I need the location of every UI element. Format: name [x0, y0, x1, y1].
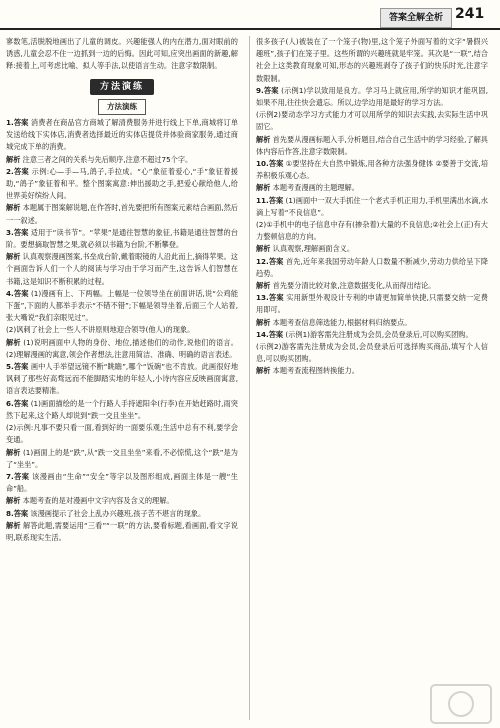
analysis-1: 解析 注意三者之间的关系与先后顺序,注意不超过75个字。: [6, 154, 193, 164]
item-label: 11.答案: [256, 195, 284, 205]
item-label: 解析: [6, 496, 21, 506]
item-label: 解析: [256, 134, 271, 144]
page-number: 241: [455, 6, 485, 22]
item-label: 解析: [256, 183, 271, 193]
answer-8: 8.答案 该漫画提示了社会上乱办兴趣班,孩子苦不堪言的现象。: [6, 508, 206, 518]
analysis-6: 解析 (1)画面上的是“跌”,从“跌一交且坐坐”来看,不必惊慌,这个“跌”是为了“坐坐”。: [6, 447, 238, 469]
item-label: 解析: [6, 252, 21, 262]
item-label: 8.答案: [6, 508, 29, 518]
item-label: 14.答案: [256, 329, 284, 339]
item-label: 2.答案: [6, 166, 30, 176]
answer-12: 12.答案 首先,近年来我国劳动年龄人口数量不断减少,劳动力供给呈下降趋势。: [256, 256, 489, 278]
analysis-7: 解析 本题考查的是对漫画中文字内容及含义的理解。: [6, 496, 174, 506]
answer-4: 4.答案 (1)漫画有上、下两幅。上幅是一位领导坐在前面讲话,说“公鸡能下蛋”,下面的人都举手表示“不错不错”;下幅是领导坐着,后面三个人站着,张大嘴说“我们亲眼见过”。: [6, 288, 239, 323]
answer-2: 2.答案 示例:心—手—马,鸽子,手拉成。“心”象征着爱心,“手”象征着援助,“鸽子”象征着和平。整个图案寓意:伸出援助之手,把爱心献给他人,给世界美好缤纷人间。: [6, 166, 238, 201]
analysis-13: 解析 本题考查信息筛选能力,根据材料归纳要点。: [256, 317, 412, 327]
item-label: 解析: [256, 317, 271, 327]
analysis-9: 解析 首先要从漫画标题入手,分析题目,结合自己生活中的学习经验,了解具体内容后作答,注意字数限制。: [256, 134, 488, 156]
answer-6: 6.答案 (1)画面描绘的是一个行路人手持遮阳伞(行李)在开始赶路时,雨突然下起来,这个路人却说到“跌一交且坐坐”。: [6, 398, 238, 420]
header-answer-label: 答案全解全析: [380, 8, 452, 28]
answer-9: 9.答案 (示例1)学以致用是良方。学习马上就应用,所学的知识才能巩固,如果不用,往往快会遗忘。所以,边学边用是最好的学习方法。: [256, 85, 488, 108]
analysis-4: 解析 (1)说明画面中人物的身份、地位,描述他们的动作,说他们的语言。(2)理解漫画的寓意,领会作者想法,注意用简洁、准确、明确的语言表述。: [6, 337, 238, 359]
column-divider: [249, 36, 250, 720]
paragraph: 很多孩子(人)被装在了一个笼子(物)里,这个笼子外面写着的文字“暑假兴趣班”,孩子们在笼子里。这些所谓的兴趣班就是牢笼。其次是“一联”,结合社会上这类教育现象可知,形态的兴趣班剥夺了孩子们的快乐时光,注意字数限制。: [256, 37, 488, 83]
analysis-8: 解析 解答此题,需要运用“三看”“一联”的方法,要看标题,看画面,看文字说明,联系现实生活。: [6, 520, 238, 542]
item-label: 6.答案: [6, 398, 29, 408]
item-label: 13.答案: [256, 293, 284, 303]
answer-9-example-2: (示例2)要动态学习方式能力才可以用所学的知识去实践,去实际生活中巩固它。: [256, 110, 488, 132]
analysis-11: 解析 认真观察,理解画面含义。: [256, 244, 355, 254]
answer-1: 1.答案 消费者在商品官方商城了解清费服务并进行线上下单,商城将订单发送给线下实体店,消费者选择最近的实体店提货并体验商家服务,通过商城完成下单的消费。: [6, 118, 239, 152]
analysis-10: 解析 本题考查漫画的主题理解。: [256, 183, 359, 193]
method-section-subtitle: 方法演练: [98, 99, 146, 115]
answer-11: 11.答案 (1)画面中一双大手抓住一个老式手机正用力,手机里满出水滴,水滴上写着“不良信息”。: [256, 195, 488, 217]
item-label: 解析: [6, 154, 21, 164]
answer-6-part-2: (2)示例:凡事不要只看一面,看到好的一面要乐观;生活中总有不利,要学会变通。: [6, 423, 238, 445]
item-label: 解析: [6, 203, 21, 213]
method-section-banner: [6, 79, 238, 115]
item-label: 解析: [256, 244, 271, 254]
right-column: [256, 36, 488, 378]
analysis-3: 解析 认真观察漫画图案,书垒成台阶,戴着眼镜的人沿此而上,摘得苹果。这个画面告诉人们一个人的阅读与学习由于学习而产生,这告诉人们智慧在书籍,这是知识不断积累的过程。: [6, 252, 238, 286]
answer-14-example-2: (示例2)游客需先注册成为会员,会员登录后可选择购买商品,填写个人信息,可以购买团购。: [256, 342, 488, 364]
analysis-14: 解析 本题考查流程图转换能力。: [256, 366, 359, 376]
left-column: [6, 36, 238, 544]
item-label: 10.答案: [256, 159, 284, 169]
item-label: 12.答案: [256, 256, 284, 266]
header-rule: [0, 28, 500, 30]
item-label: 解析: [6, 520, 21, 530]
answer-5: 5.答案 画中人手举望远镜不断“眺瞻”,哪个“饭碗”也不肯放。此画很好地讽刺了那些好高骛远而不能脚踏实地的年轻人,小诗内容应反映画面寓意,语言表达要精准。: [6, 362, 239, 396]
item-label: 1.答案: [6, 118, 29, 128]
watermark-logo: [430, 684, 492, 724]
item-label: 4.答案: [6, 288, 29, 298]
answer-11-part-2: (2)①手机中的电子信息中存有(掺杂着)大量的不良信息;②社会上(正)有大力整顿信息的方向。: [256, 220, 488, 242]
answer-3: 3.答案 适用于“读书节”。“苹果”是通往智慧的象征,书籍是通往智慧的台阶。要想摘取智慧之果,就必须以书籍为台阶,不断攀登。: [6, 227, 238, 250]
analysis-12: 解析 首先要分清比较对象,注意数据变化,从而得出结论。: [256, 281, 436, 291]
item-label: 5.答案: [6, 362, 29, 372]
item-label: 解析: [6, 447, 21, 457]
analysis-2: 解析 本题属于图案解说题,在作答时,首先要把所有图案元素结合画面,然后一一叙述。: [6, 203, 238, 225]
paragraph: 寥数笔,活脱脱地画出了儿童的调皮。兴趣能强人的内在潜力,面对眼前的诱惑,儿童会忍不住一边抓到一边的后悔。因此可知,应突出画面的新趣,解释:接着上,可考虑比喻、拟人等手法,以使语言生动。注意字数限制。: [6, 37, 238, 71]
answer-14: 14.答案 (示例1)游客需先注册成为会员,会员登录后,可以购买团购。: [256, 329, 473, 339]
item-label: 9.答案: [256, 85, 279, 95]
answer-10: 10.答案 ①要坚持在大自然中锻炼,用各种方法强身健体 ②要善于交流,培养积极乐观心态。: [256, 159, 489, 181]
answer-4-part-2: (2)讽刺了社会上一些人不讲原则地迎合领导(他人)的现象。: [6, 325, 195, 335]
item-label: 7.答案: [6, 471, 30, 481]
item-label: 解析: [256, 281, 271, 291]
answer-7: 7.答案 该漫画由“生命”“安全”等字以及图形组成,画面主体是一艘“生命”船。: [6, 471, 238, 494]
method-section-title: 方法演练: [90, 79, 154, 95]
item-label: 3.答案: [6, 227, 29, 237]
item-label: 解析: [6, 337, 21, 347]
item-label: 解析: [256, 366, 271, 376]
answer-13: 13.答案 实用新型外观设计专利的申请更加简单快捷,只需要交纳一定费用即可。: [256, 293, 488, 315]
